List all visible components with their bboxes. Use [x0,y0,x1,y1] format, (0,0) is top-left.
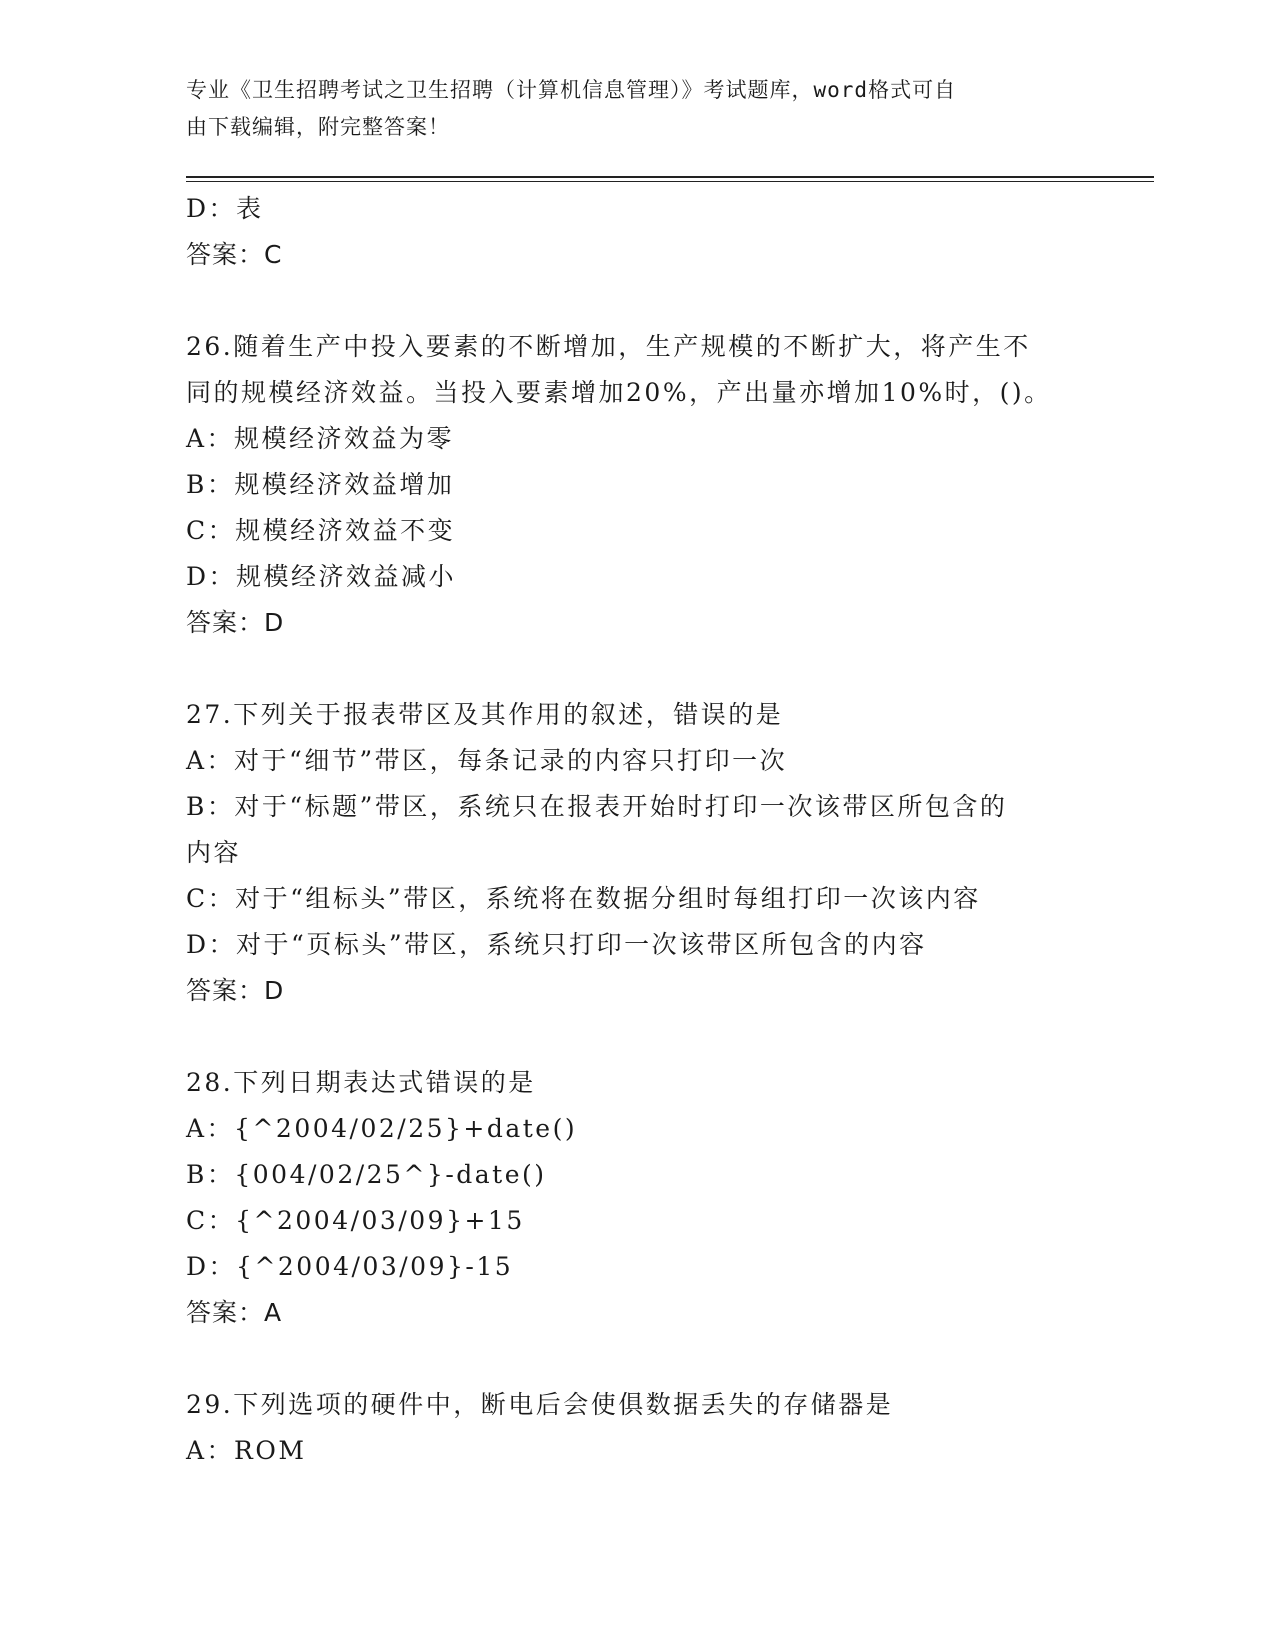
document-header [186,72,1066,146]
option-a: A：ROM [186,1436,307,1465]
prev-answer: 答案：C [186,240,283,269]
spacer [186,278,1086,324]
option-c: C：对于“组标头”带区，系统将在数据分组时每组打印一次该内容 [186,884,981,913]
option-b: B：对于“标题”带区，系统只在报表开始时打印一次该带区所包含的 [186,792,1008,821]
option-b: B：规模经济效益增加 [186,470,455,499]
spacer [186,646,1086,692]
question-27 [186,692,1086,1014]
option-d: D：规模经济效益减小 [186,562,457,591]
question-28 [186,1060,1086,1336]
answer: 答案：D [186,976,285,1005]
question-stem: 26.随着生产中投入要素的不断增加，生产规模的不断扩大，将产生不 [186,332,1031,361]
question-26 [186,324,1086,646]
header-line-1: 专业《卫生招聘考试之卫生招聘（计算机信息管理）》考试题库，word格式可自 [186,78,957,102]
option-c: C：{^2004/03/09}+15 [186,1206,525,1235]
answer: 答案：D [186,608,285,637]
option-b-continued: 内容 [186,838,242,867]
question-stem: 28.下列日期表达式错误的是 [186,1068,536,1097]
option-b: B：{004/02/25^}-date() [186,1160,547,1189]
question-29 [186,1382,1086,1474]
option-a: A：{^2004/02/25}+date() [186,1114,578,1143]
option-a: A：规模经济效益为零 [186,424,455,453]
prev-option-d: D：表 [186,194,264,223]
question-stem: 29.下列选项的硬件中，断电后会使俱数据丢失的存储器是 [186,1390,894,1419]
header-divider-thin [186,181,1154,182]
question-stem: 同的规模经济效益。当投入要素增加20%，产出量亦增加10%时，()。 [186,378,1052,407]
option-d: D：对于“页标头”带区，系统只打印一次该带区所包含的内容 [186,930,927,959]
option-c: C：规模经济效益不变 [186,516,456,545]
answer: 答案：A [186,1298,283,1327]
option-d: D：{^2004/03/09}-15 [186,1252,514,1281]
spacer [186,1336,1086,1382]
spacer [186,1014,1086,1060]
header-divider [186,176,1154,178]
option-a: A：对于“细节”带区，每条记录的内容只打印一次 [186,746,788,775]
document-body [186,186,1086,1474]
header-line-2: 由下载编辑，附完整答案！ [186,115,450,139]
question-stem: 27.下列关于报表带区及其作用的叙述，错误的是 [186,700,784,729]
